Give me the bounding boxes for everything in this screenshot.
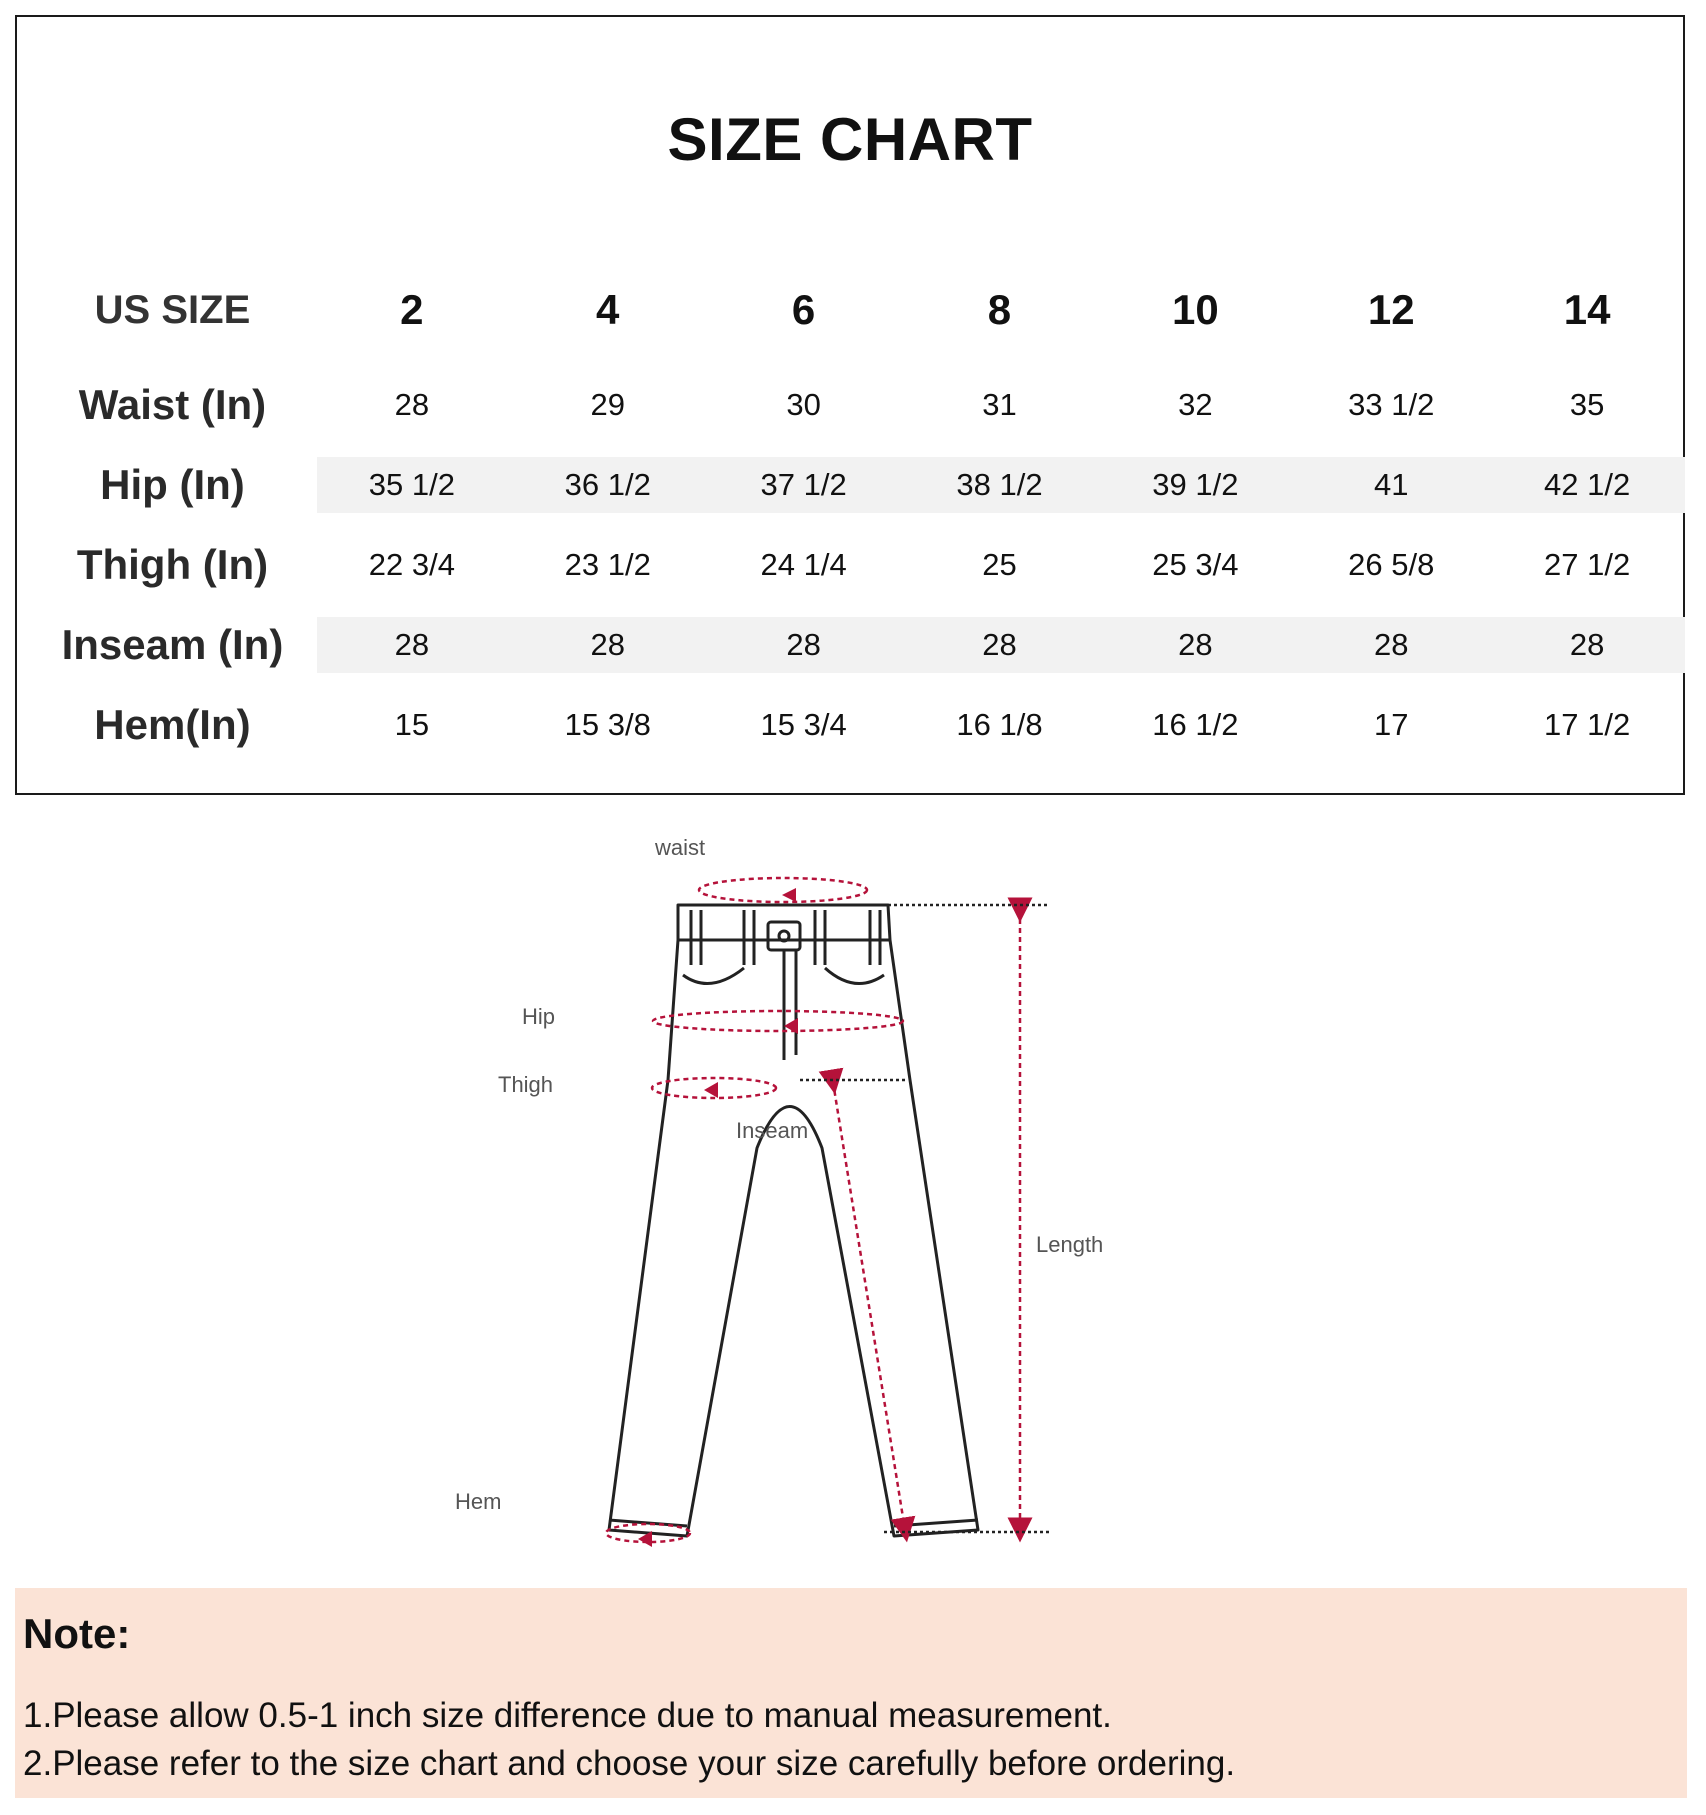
note-line: 2.Please refer to the size chart and choose your size carefully before ordering.	[23, 1744, 1236, 1783]
table-cell: 28	[394, 387, 430, 422]
table-cell: 27 1/2	[1544, 547, 1631, 582]
size-header-cell: 6	[791, 286, 816, 333]
direction-arrows	[638, 888, 798, 1547]
hip-measure-icon	[653, 1011, 903, 1031]
row-label: Thigh (In)	[76, 541, 269, 588]
table-cell: 15 3/8	[564, 707, 651, 742]
size-table	[31, 255, 1685, 765]
hip-label: Hip	[522, 1004, 556, 1029]
waist-label: waist	[655, 835, 706, 860]
table-cell: 37 1/2	[760, 467, 847, 502]
table-row-thigh	[31, 525, 1685, 605]
table-cell: 25	[982, 547, 1017, 582]
table-cell: 25 3/4	[1152, 547, 1239, 582]
reference-lines	[800, 905, 1050, 1532]
table-cell: 41	[1373, 467, 1409, 502]
waist-measure-icon	[699, 878, 867, 902]
table-cell: 17 1/2	[1544, 707, 1631, 742]
table-cell: 32	[1178, 387, 1213, 422]
table-row-inseam	[31, 605, 1685, 685]
pants-outline-icon	[609, 905, 978, 1536]
size-header-cell: 10	[1172, 286, 1219, 333]
thigh-label: Thigh	[498, 1072, 554, 1097]
note-title: Note:	[23, 1610, 131, 1657]
table-cell: 15 3/4	[760, 707, 847, 742]
table-cell: 28	[1178, 627, 1213, 662]
table-cell: 28	[786, 627, 821, 662]
table-cell: 28	[590, 627, 625, 662]
row-label: Waist (In)	[78, 381, 267, 428]
table-cell: 31	[982, 387, 1017, 422]
table-cell: 28	[1569, 627, 1605, 662]
table-cell: 28	[394, 627, 430, 662]
table-cell: 24 1/4	[760, 547, 847, 582]
table-cell: 22 3/4	[368, 547, 455, 582]
table-cell: 15	[394, 707, 430, 742]
hem-label: Hem	[455, 1489, 502, 1514]
note-line: 1.Please allow 0.5-1 inch size difference due to manual measurement.	[23, 1696, 1112, 1735]
inseam-label: Inseam	[736, 1118, 809, 1143]
length-label: Length	[1036, 1232, 1104, 1257]
size-header-cell: 14	[1563, 286, 1611, 333]
measurement-guides	[606, 878, 1020, 1542]
row-label: Inseam (In)	[61, 621, 284, 668]
table-cell: 38 1/2	[956, 467, 1043, 502]
size-header-cell: 12	[1367, 286, 1415, 333]
table-row-waist	[31, 365, 1685, 445]
size-header-cell: 2	[400, 286, 424, 333]
table-row-hip	[31, 445, 1685, 525]
row-label: Hem(In)	[94, 701, 251, 748]
table-cell: 28	[1373, 627, 1409, 662]
chart-title: SIZE CHART	[667, 106, 1033, 173]
note-panel	[15, 1588, 1687, 1798]
table-cell: 36 1/2	[564, 467, 651, 502]
table-cell: 33 1/2	[1348, 387, 1435, 422]
table-cell: 16 1/8	[956, 707, 1043, 742]
table-cell: 28	[982, 627, 1017, 662]
table-cell: 23 1/2	[564, 547, 651, 582]
size-chart-panel	[15, 15, 1685, 795]
us-size-header: US SIZE	[94, 287, 251, 332]
pants-measurement-diagram	[455, 830, 1140, 1560]
table-cell: 17	[1373, 707, 1409, 742]
table-cell: 16 1/2	[1152, 707, 1239, 742]
table-cell: 35 1/2	[368, 467, 455, 502]
table-header-row	[31, 255, 1685, 365]
table-cell: 42 1/2	[1544, 467, 1631, 502]
table-cell: 29	[590, 387, 625, 422]
table-row-hem	[31, 685, 1685, 765]
table-cell: 26 5/8	[1348, 547, 1435, 582]
size-header-cell: 4	[596, 286, 620, 333]
table-cell: 30	[786, 387, 821, 422]
inseam-measure-icon	[833, 1082, 905, 1530]
size-header-cell: 8	[987, 286, 1012, 333]
table-cell: 39 1/2	[1152, 467, 1239, 502]
row-label: Hip (In)	[100, 461, 245, 508]
table-cell: 35	[1569, 387, 1605, 422]
